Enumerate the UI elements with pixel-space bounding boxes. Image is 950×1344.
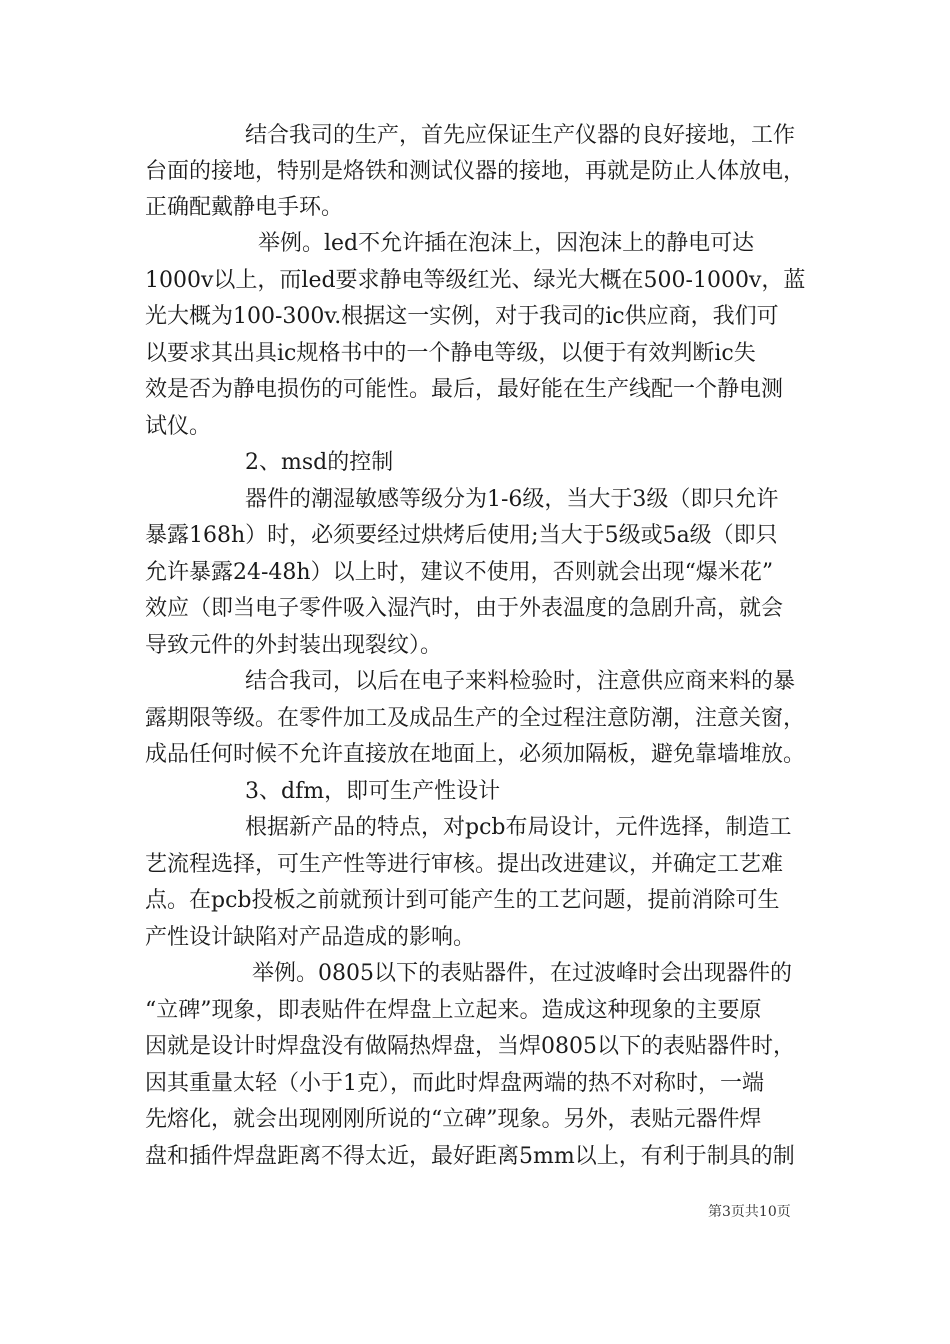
section-heading: 3、dfm，即可生产性设计: [245, 779, 501, 804]
text-line: 结合我司的生产，首先应保证生产仪器的良好接地，工作: [245, 123, 796, 148]
text-line: 成品任何时候不允许直接放在地面上，必须加隔板，避免靠墙堆放。: [145, 742, 806, 767]
text-line: 结合我司，以后在电子来料检验时，注意供应商来料的暴: [245, 669, 796, 694]
text-line: 因就是设计时焊盘没有做隔热焊盘，当焊0805以下的表贴器件时，: [145, 1034, 795, 1059]
section-heading: 2、msd的控制: [245, 450, 394, 475]
text-line: 效是否为静电损伤的可能性。最后，最好能在生产线配一个静电测: [145, 377, 784, 402]
text-line: 效应（即当电子零件吸入湿汽时，由于外表温度的急剧升高，就会: [145, 596, 784, 621]
text-line: 因其重量太轻（小于1克），而此时焊盘两端的热不对称时，一端: [145, 1071, 764, 1096]
text-line: 正确配戴静电手环。: [145, 195, 344, 220]
text-line: 点。在pcb投板之前就预计到可能产生的工艺问题，提前消除可生: [145, 888, 780, 913]
text-line: 以要求其出具ic规格书中的一个静电等级，以便于有效判断ic失: [145, 341, 756, 366]
text-line: 露期限等级。在零件加工及成品生产的全过程注意防潮，注意关窗，: [145, 706, 806, 731]
text-line: 先熔化，就会出现刚刚所说的“立碑”现象。另外，表贴元器件焊: [145, 1107, 762, 1132]
text-line: 1000v以上，而led要求静电等级红光、绿光大概在500-1000v，蓝: [145, 268, 806, 293]
text-line: 导致元件的外封装出现裂纹）。: [145, 633, 443, 658]
text-line: 允许暴露24-48h）以上时，建议不使用，否则就会出现“爆米花”: [145, 560, 774, 585]
page-number-footer: 第3页共10页: [708, 1204, 791, 1220]
text-line: 举例。0805以下的表贴器件，在过波峰时会出现器件的: [252, 961, 792, 986]
text-line: 艺流程选择，可生产性等进行审核。提出改进建议，并确定工艺难: [145, 852, 784, 877]
text-line: 举例。led不允许插在泡沫上，因泡沫上的静电可达: [258, 231, 755, 256]
text-line: 暴露168h）时，必须要经过烘烤后使用;当大于5级或5a级（即只: [145, 523, 778, 548]
text-line: 产性设计缺陷对产品造成的影响。: [145, 925, 476, 950]
text-line: “立碑”现象，即表贴件在焊盘上立起来。造成这种现象的主要原: [145, 998, 762, 1023]
text-line: 试仪。: [145, 414, 212, 439]
text-line: 器件的潮湿敏感等级分为1-6级，当大于3级（即只允许: [245, 487, 779, 512]
text-line: 根据新产品的特点，对pcb布局设计，元件选择，制造工: [245, 815, 792, 840]
text-line: 光大概为100-300v.根据这一实例，对于我司的ic供应商，我们可: [145, 304, 779, 329]
text-line: 盘和插件焊盘距离不得太近，最好距离5mm以上，有利于制具的制: [145, 1144, 795, 1169]
text-line: 台面的接地，特别是烙铁和测试仪器的接地，再就是防止人体放电，: [145, 159, 806, 184]
